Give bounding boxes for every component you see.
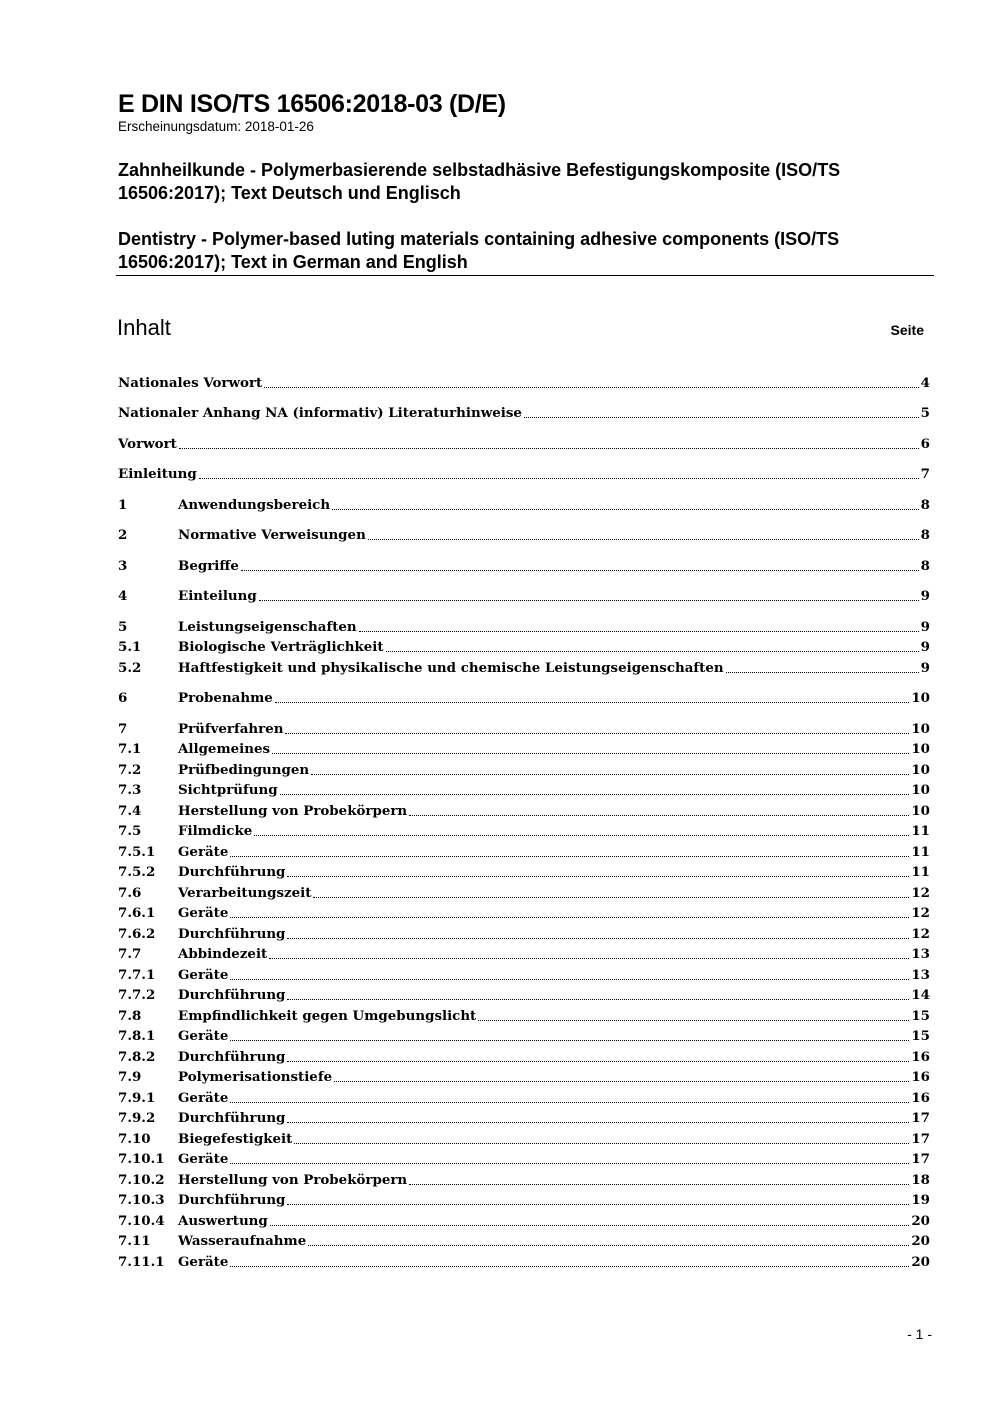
toc-entry-label: Verarbeitungszeit — [178, 885, 312, 901]
toc-entry-number: 7.9.1 — [118, 1090, 156, 1106]
toc-entry-number: 7.4 — [118, 803, 142, 819]
toc-entry-label: Abbindezeit — [178, 946, 268, 962]
toc-entry-label: Herstellung von Probekörpern — [178, 803, 408, 819]
toc-entry-label: Biegefestigkeit — [178, 1131, 293, 1147]
toc-entry-number: 7.10.2 — [118, 1172, 165, 1188]
toc-entry-number: 7.10.3 — [118, 1192, 165, 1208]
toc-entry-page: 6 — [920, 436, 930, 452]
toc-entry-number: 7.10 — [118, 1131, 151, 1147]
toc-entry-page: 14 — [911, 987, 930, 1003]
toc-entry-label: Geräte — [178, 844, 229, 860]
toc-entry-page: 13 — [911, 967, 930, 983]
toc-entry-page: 5 — [920, 405, 930, 421]
toc-dot-leader — [313, 897, 909, 898]
toc-dot-leader — [241, 570, 919, 571]
toc-dot-leader — [269, 958, 909, 959]
toc-entry[interactable] — [118, 903, 930, 922]
toc-entry-label: Leistungseigenschaften — [178, 619, 357, 635]
toc-entry[interactable] — [118, 965, 930, 984]
toc-entry[interactable] — [118, 719, 930, 738]
toc-entry[interactable] — [118, 617, 930, 636]
toc-entry-page: 11 — [911, 844, 930, 860]
toc-entry-page: 15 — [911, 1028, 930, 1044]
toc-entry-number: 7.8.2 — [118, 1049, 156, 1065]
toc-entry[interactable] — [118, 924, 930, 943]
toc-entry[interactable] — [118, 1129, 930, 1148]
toc-entry-page: 8 — [920, 497, 930, 513]
toc-dot-leader — [230, 1040, 909, 1041]
toc-entry-label: Prüfverfahren — [178, 721, 284, 737]
toc-entry-number: 5.2 — [118, 660, 142, 676]
toc-entry-page: 20 — [911, 1233, 930, 1249]
toc-dot-leader — [199, 478, 919, 479]
toc-entry-page: 9 — [920, 639, 930, 655]
toc-entry[interactable] — [118, 862, 930, 881]
toc-entry-page: 9 — [920, 660, 930, 676]
toc-entry-page: 9 — [920, 619, 930, 635]
toc-entry-page: 16 — [911, 1090, 930, 1106]
toc-dot-leader — [524, 417, 919, 418]
toc-dot-leader — [287, 1122, 909, 1123]
toc-entry-page: 12 — [911, 905, 930, 921]
toc-entry-number: 7.5.1 — [118, 844, 156, 860]
toc-dot-leader — [270, 1225, 910, 1226]
toc-entry-number: 7.11.1 — [118, 1254, 165, 1270]
toc-dot-leader — [409, 815, 909, 816]
toc-entry-number: 7.5 — [118, 823, 142, 839]
toc-dot-leader — [264, 387, 918, 388]
toc-entry[interactable] — [118, 1231, 930, 1250]
toc-dot-leader — [311, 774, 909, 775]
toc-entry-page: 20 — [911, 1254, 930, 1270]
toc-entry-label: Einteilung — [178, 588, 257, 604]
toc-entry[interactable] — [118, 985, 930, 1004]
toc-entry-label: Normative Verweisungen — [178, 527, 366, 543]
toc-entry[interactable] — [118, 1026, 930, 1045]
toc-entry[interactable] — [118, 883, 930, 902]
toc-dot-leader — [179, 448, 919, 449]
toc-entry-label: Wasseraufnahme — [178, 1233, 307, 1249]
toc-entry-page: 10 — [911, 803, 930, 819]
toc-entry-label: Durchführung — [178, 1192, 286, 1208]
toc-entry[interactable] — [118, 525, 930, 544]
toc-entry[interactable] — [118, 556, 930, 575]
toc-entry-page: 8 — [920, 558, 930, 574]
toc-entry-page: 17 — [911, 1131, 930, 1147]
toc-entry-number: 7.7.2 — [118, 987, 156, 1003]
toc-dot-leader — [478, 1020, 909, 1021]
toc-entry-label: Biologische Verträglichkeit — [178, 639, 384, 655]
toc-entry-number: 2 — [118, 527, 128, 543]
toc-entry-label: Geräte — [178, 1151, 229, 1167]
toc-entry[interactable] — [118, 1047, 930, 1066]
toc-dot-leader — [726, 672, 919, 673]
toc-entry-label: Geräte — [178, 1254, 229, 1270]
toc-entry-label: Probenahme — [178, 690, 273, 706]
toc-dot-leader — [230, 1266, 909, 1267]
toc-entry[interactable] — [118, 1190, 930, 1209]
toc-entry-page: 16 — [911, 1069, 930, 1085]
toc-entry-label: Empfindlichkeit gegen Umgebungslicht — [178, 1008, 477, 1024]
toc-entry-label: Prüfbedingungen — [178, 762, 310, 778]
toc-entry[interactable] — [118, 464, 930, 483]
toc-entry-number: 7.10.1 — [118, 1151, 165, 1167]
toc-entry-page: 11 — [911, 823, 930, 839]
toc-heading: Inhalt — [117, 315, 171, 340]
toc-entry-label: Filmdicke — [178, 823, 253, 839]
toc-dot-leader — [272, 753, 909, 754]
toc-entry-number: 7.11 — [118, 1233, 151, 1249]
toc-entry[interactable] — [118, 1067, 930, 1086]
toc-entry-label: Durchführung — [178, 987, 286, 1003]
toc-entry-number: 7.7.1 — [118, 967, 156, 983]
toc-entry-number: 7.8 — [118, 1008, 142, 1024]
toc-entry-page: 18 — [911, 1172, 930, 1188]
toc-entry-number: 7.9.2 — [118, 1110, 156, 1126]
toc-entry-page: 15 — [911, 1008, 930, 1024]
toc-entry-label: Herstellung von Probekörpern — [178, 1172, 408, 1188]
toc-entry[interactable] — [118, 1088, 930, 1107]
page-number: - 1 - — [907, 1326, 932, 1342]
toc-entry-label: Durchführung — [178, 926, 286, 942]
toc-entry-label: Geräte — [178, 1028, 229, 1044]
toc-entry-label: Durchführung — [178, 1049, 286, 1065]
toc-dot-leader — [332, 509, 919, 510]
toc-entry-page: 11 — [911, 864, 930, 880]
toc-entry[interactable] — [118, 637, 930, 656]
toc-entry-number: 7.2 — [118, 762, 142, 778]
toc-entry[interactable] — [118, 403, 930, 422]
toc-entry-page: 9 — [920, 588, 930, 604]
title-divider — [116, 275, 934, 276]
toc-dot-leader — [308, 1245, 909, 1246]
toc-entry-number: 7 — [118, 721, 128, 737]
toc-entry-page: 12 — [911, 885, 930, 901]
toc-dot-leader — [230, 1163, 909, 1164]
toc-entry-label: Geräte — [178, 967, 229, 983]
toc-entry-number: 7.6.1 — [118, 905, 156, 921]
toc-entry-label: Anwendungsbereich — [178, 497, 331, 513]
toc-entry-number: 4 — [118, 588, 128, 604]
toc-dot-leader — [280, 794, 910, 795]
toc-entry-page: 16 — [911, 1049, 930, 1065]
toc-entry[interactable] — [118, 1006, 930, 1025]
toc-entry-number: 5 — [118, 619, 128, 635]
toc-entry-number: 7.8.1 — [118, 1028, 156, 1044]
toc-dot-leader — [230, 856, 909, 857]
toc-dot-leader — [285, 733, 909, 734]
toc-entry-page: 20 — [911, 1213, 930, 1229]
toc-dot-leader — [230, 917, 909, 918]
publication-date: Erscheinungsdatum: 2018-01-26 — [118, 119, 314, 134]
toc-dot-leader — [254, 835, 909, 836]
toc-entry-label: Einleitung — [118, 466, 197, 482]
toc-entry-page: 17 — [911, 1110, 930, 1126]
toc-entry-number: 7.5.2 — [118, 864, 156, 880]
toc-dot-leader — [409, 1184, 909, 1185]
toc-entry-label: Nationales Vorwort — [118, 375, 263, 391]
toc-entry-page: 7 — [920, 466, 930, 482]
toc-dot-leader — [230, 979, 909, 980]
toc-dot-leader — [368, 539, 919, 540]
toc-entry-label: Geräte — [178, 905, 229, 921]
toc-entry[interactable] — [118, 373, 930, 392]
toc-entry[interactable] — [118, 801, 930, 820]
toc-entry-number: 7.6.2 — [118, 926, 156, 942]
toc-entry[interactable] — [118, 495, 930, 514]
toc-entry-number: 7.1 — [118, 741, 142, 757]
toc-entry-number: 5.1 — [118, 639, 142, 655]
toc-entry-label: Begriffe — [178, 558, 239, 574]
toc-dot-leader — [287, 876, 909, 877]
toc-entry-label: Durchführung — [178, 864, 286, 880]
toc-entry-page: 10 — [911, 741, 930, 757]
toc-entry-number: 7.9 — [118, 1069, 142, 1085]
toc-entry[interactable] — [118, 1211, 930, 1230]
toc-entry-label: Polymerisationstiefe — [178, 1069, 333, 1085]
toc-entry-page: 8 — [920, 527, 930, 543]
toc-dot-leader — [287, 938, 909, 939]
toc-entry-page: 12 — [911, 926, 930, 942]
toc-dot-leader — [275, 702, 910, 703]
toc-entry[interactable] — [118, 944, 930, 963]
toc-entry-page: 10 — [911, 782, 930, 798]
toc-entry-page: 10 — [911, 690, 930, 706]
toc-entry-number: 3 — [118, 558, 128, 574]
document-title: E DIN ISO/TS 16506:2018-03 (D/E) — [118, 90, 506, 118]
toc-dot-leader — [230, 1102, 909, 1103]
toc-entry[interactable] — [118, 760, 930, 779]
toc-entry[interactable] — [118, 842, 930, 861]
toc-entry[interactable] — [118, 434, 930, 453]
toc-dot-leader — [259, 600, 919, 601]
toc-dot-leader — [287, 999, 909, 1000]
toc-entry-number: 7.6 — [118, 885, 142, 901]
toc-entry-label: Nationaler Anhang NA (informativ) Literaturhinweise — [118, 405, 522, 421]
toc-entry[interactable] — [118, 739, 930, 758]
title-german: Zahnheilkunde - Polymerbasierende selbstadhäsive Befestigungskomposite (ISO/TS 16506:2017); Text Deutsch und Englisch — [118, 160, 841, 203]
toc-entry[interactable] — [118, 1149, 930, 1168]
toc-entry-page: 17 — [911, 1151, 930, 1167]
toc-entry-number: 1 — [118, 497, 128, 513]
toc-entry-label: Durchführung — [178, 1110, 286, 1126]
toc-page-column-label: Seite — [890, 322, 924, 338]
toc-dot-leader — [359, 631, 919, 632]
toc-entry-label: Allgemeines — [178, 741, 271, 757]
toc-entry-page: 13 — [911, 946, 930, 962]
toc-dot-leader — [334, 1081, 909, 1082]
toc-entry-number: 7.10.4 — [118, 1213, 165, 1229]
toc-entry-page: 10 — [911, 721, 930, 737]
toc-entry[interactable] — [118, 658, 930, 677]
toc-dot-leader — [287, 1204, 909, 1205]
toc-entry[interactable] — [118, 821, 930, 840]
toc-entry-number: 6 — [118, 690, 128, 706]
toc-entry-page: 19 — [911, 1192, 930, 1208]
toc-entry-number: 7.3 — [118, 782, 142, 798]
toc-entry-label: Haftfestigkeit und physikalische und chemische Leistungseigenschaften — [178, 660, 724, 676]
toc-entry[interactable] — [118, 688, 930, 707]
toc-entry[interactable] — [118, 1108, 930, 1127]
toc-entry-label: Auswertung — [178, 1213, 268, 1229]
toc-entry-number: 7.7 — [118, 946, 142, 962]
toc-entry[interactable] — [118, 780, 930, 799]
toc-dot-leader — [287, 1061, 909, 1062]
toc-entry-label: Geräte — [178, 1090, 229, 1106]
title-english: Dentistry - Polymer-based luting materials containing adhesive components (ISO/TS 16506:2017); Text in German and English — [118, 229, 840, 272]
toc-entry-page: 10 — [911, 762, 930, 778]
toc-entry-page: 4 — [920, 375, 930, 391]
toc-entry[interactable] — [118, 1170, 930, 1189]
toc-entry-label: Vorwort — [118, 436, 177, 452]
toc-dot-leader — [386, 651, 919, 652]
toc-dot-leader — [294, 1143, 909, 1144]
toc-entry[interactable] — [118, 586, 930, 605]
toc-entry[interactable] — [118, 1252, 930, 1271]
toc-entry-label: Sichtprüfung — [178, 782, 278, 798]
